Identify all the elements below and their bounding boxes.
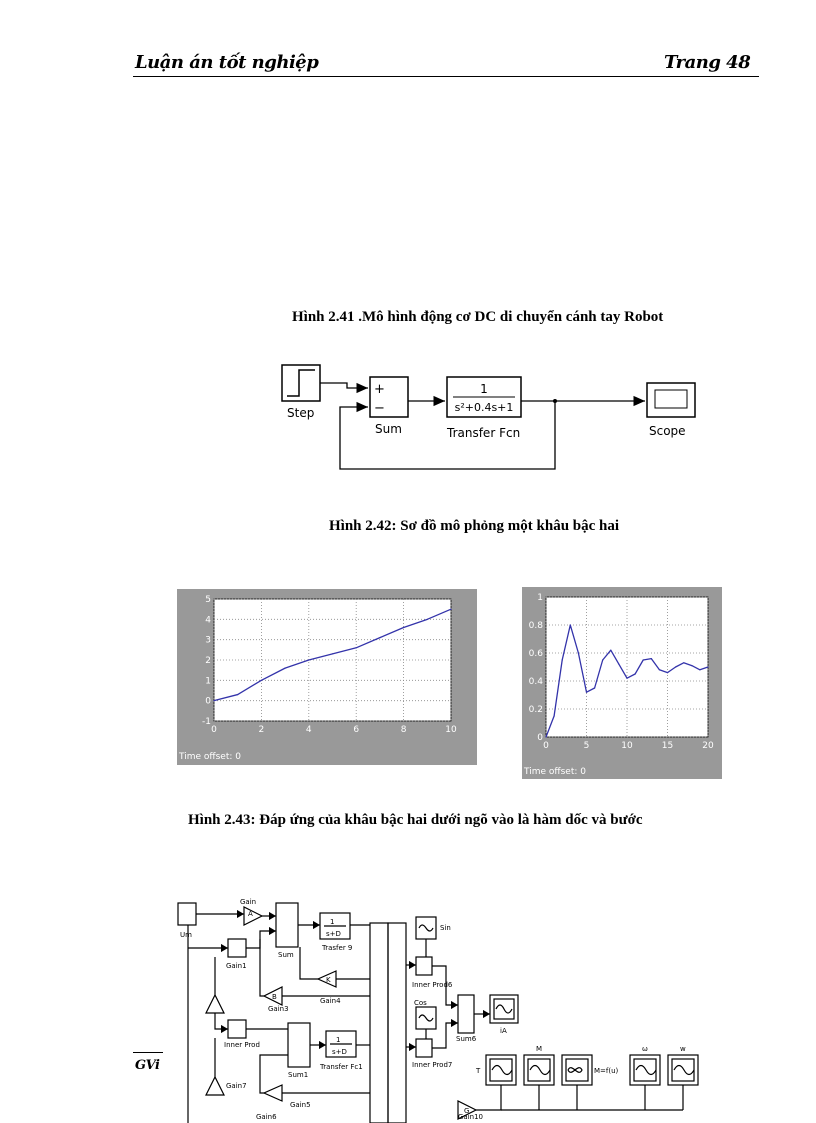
step-response-chart bbox=[522, 587, 722, 779]
t-label: T bbox=[476, 1067, 481, 1075]
inner-prod-block bbox=[228, 1020, 246, 1038]
y-tick-label-0: 3 bbox=[205, 635, 211, 646]
footer-rule bbox=[133, 1052, 163, 1053]
data-point-0 bbox=[450, 609, 451, 610]
sum-label-2: Sum bbox=[278, 951, 294, 959]
sum6-block bbox=[458, 995, 474, 1033]
m-label: M bbox=[536, 1045, 543, 1053]
footer-initials: GVi bbox=[135, 1058, 160, 1073]
caption-fig-2-41: Hình 2.41 .Mô hình động cơ DC di chuyển cánh tay Robot bbox=[292, 309, 664, 325]
scope-label: Scope bbox=[649, 424, 686, 438]
tf9-den: s+D bbox=[326, 930, 341, 938]
data-point-1 bbox=[602, 659, 603, 660]
data-point-1 bbox=[667, 672, 668, 673]
sum-plus: + bbox=[374, 382, 385, 397]
inner-prod6-block bbox=[416, 957, 432, 975]
g-label: G bbox=[464, 1107, 470, 1115]
y-tick-label-1: 0 bbox=[537, 733, 543, 743]
caption-fig-2-42: Hình 2.42: Sơ đồ mô phỏng một khâu bậc hai bbox=[329, 518, 620, 534]
gain-label: Gain bbox=[240, 898, 257, 906]
x-tick-label-0: 2 bbox=[258, 725, 265, 735]
sum6-label: Sum6 bbox=[456, 1035, 477, 1043]
x-tick-label-1: 20 bbox=[702, 741, 714, 751]
gain6-label: Gain6 bbox=[256, 1113, 277, 1121]
data-point-0 bbox=[261, 680, 262, 681]
x-tick-label-0: 6 bbox=[353, 725, 360, 735]
gain1-label: Gain1 bbox=[226, 962, 247, 970]
data-point-0 bbox=[285, 668, 286, 669]
sum1-block bbox=[288, 1023, 310, 1067]
gain1-block bbox=[228, 939, 246, 957]
data-point-1 bbox=[626, 678, 627, 679]
tf-numerator: 1 bbox=[480, 382, 488, 396]
data-point-1 bbox=[707, 666, 708, 667]
gain4-label: Gain4 bbox=[320, 997, 341, 1005]
ia-label: iA bbox=[500, 1027, 507, 1035]
x-tick-label-0: 0 bbox=[211, 725, 217, 735]
step-to-sum-line bbox=[320, 383, 368, 388]
gain10-label: Gain10 bbox=[458, 1113, 484, 1121]
cos-label: Cos bbox=[414, 999, 427, 1007]
x-tick-label-1: 15 bbox=[661, 741, 674, 751]
data-point-1 bbox=[675, 666, 676, 667]
gain-block bbox=[244, 907, 262, 925]
data-point-0 bbox=[213, 700, 214, 701]
tf10-label: Transfer Fc1 bbox=[320, 1063, 363, 1071]
time-offset-label-1: Time offset: 0 bbox=[524, 767, 586, 777]
simulink-diagram bbox=[275, 355, 705, 475]
data-point-0 bbox=[237, 694, 238, 695]
a-gain-block bbox=[206, 995, 224, 1013]
sum-block-2 bbox=[276, 903, 298, 947]
data-point-1 bbox=[610, 650, 611, 651]
data-point-1 bbox=[683, 662, 684, 663]
step-label: Step bbox=[287, 406, 315, 420]
y-tick-label-0: 5 bbox=[205, 595, 211, 605]
y-tick-label-0: 0 bbox=[205, 696, 211, 707]
inner-prod6-label: Inner Prod6 bbox=[412, 981, 453, 989]
um-source-block bbox=[178, 903, 196, 925]
b-label: B bbox=[272, 993, 277, 1001]
gain7-label: Gain7 bbox=[226, 1082, 247, 1090]
data-point-1 bbox=[651, 658, 652, 659]
step-block bbox=[282, 365, 320, 401]
k2-gain-block bbox=[264, 1085, 282, 1101]
data-point-0 bbox=[356, 647, 357, 648]
data-point-0 bbox=[332, 653, 333, 654]
a-label: A bbox=[248, 910, 253, 918]
y-tick-label-1: 1 bbox=[537, 593, 543, 603]
tf10-den: s+D bbox=[332, 1048, 347, 1056]
inner-prod7-label: Inner Prod7 bbox=[412, 1061, 453, 1069]
data-point-0 bbox=[379, 637, 380, 638]
motor-block-diagram bbox=[160, 895, 720, 1123]
sum-minus: − bbox=[374, 401, 385, 416]
tf9-num: 1 bbox=[330, 918, 335, 926]
scope-block bbox=[647, 383, 695, 417]
data-point-1 bbox=[545, 736, 546, 737]
x-tick-label-0: 4 bbox=[305, 725, 312, 735]
y-tick-label-0: 2 bbox=[205, 656, 211, 666]
data-point-0 bbox=[427, 619, 428, 620]
x-tick-label-0: 8 bbox=[400, 725, 407, 735]
mfu-label: M=f(u) bbox=[594, 1067, 619, 1075]
gain7-block bbox=[206, 1077, 224, 1095]
y-tick-label-0: 4 bbox=[205, 615, 211, 626]
tf-label: Transfer Fcn bbox=[447, 426, 521, 440]
data-point-0 bbox=[403, 627, 404, 628]
header-rule bbox=[133, 76, 759, 77]
y-tick-label-1: 0.2 bbox=[528, 705, 543, 715]
data-point-1 bbox=[570, 624, 571, 625]
um-label: Um bbox=[180, 931, 192, 939]
inner-prod-label: Inner Prod bbox=[224, 1041, 260, 1049]
header-right: Trang 48 bbox=[664, 52, 751, 73]
tf10-num: 1 bbox=[336, 1036, 341, 1044]
data-point-1 bbox=[643, 659, 644, 660]
inner-prod7-block bbox=[416, 1039, 432, 1057]
sum1-label: Sum1 bbox=[288, 1071, 309, 1079]
gain5-label: Gain5 bbox=[290, 1101, 311, 1109]
data-point-0 bbox=[308, 659, 309, 660]
x-tick-label-1: 10 bbox=[621, 741, 633, 751]
y-tick-label-1: 0.4 bbox=[528, 677, 543, 687]
header-left: Luận án tốt nghiệp bbox=[135, 52, 319, 73]
y-tick-label-0: -1 bbox=[202, 717, 211, 727]
x-tick-label-1: 5 bbox=[583, 741, 590, 751]
data-point-1 bbox=[691, 665, 692, 666]
y-tick-label-1: 0.6 bbox=[528, 649, 543, 659]
x-tick-label-0: 10 bbox=[445, 725, 457, 735]
data-point-1 bbox=[578, 652, 579, 653]
k-label: K bbox=[326, 976, 331, 984]
y-tick-label-1: 0.8 bbox=[528, 621, 543, 631]
data-point-1 bbox=[618, 664, 619, 665]
data-point-1 bbox=[562, 659, 563, 660]
gain3-label: Gain3 bbox=[268, 1005, 289, 1013]
data-point-1 bbox=[699, 669, 700, 670]
caption-fig-2-43: Hình 2.43: Đáp ứng của khâu bậc hai dưới ngõ vào là hàm dốc và bước bbox=[188, 812, 643, 828]
data-point-1 bbox=[586, 692, 587, 693]
x-tick-label-1: 0 bbox=[543, 741, 549, 751]
y-tick-label-0: 1 bbox=[205, 676, 211, 687]
sin-label: Sin bbox=[440, 924, 451, 932]
tf-denominator: s²+0.4s+1 bbox=[454, 401, 514, 414]
sum-label: Sum bbox=[375, 422, 402, 436]
data-point-1 bbox=[659, 669, 660, 670]
data-point-1 bbox=[554, 715, 555, 716]
data-point-1 bbox=[635, 673, 636, 674]
ramp-response-chart bbox=[177, 589, 477, 765]
time-offset-label-0: Time offset: 0 bbox=[179, 752, 241, 762]
data-point-1 bbox=[594, 687, 595, 688]
tf9-label: Trasfer 9 bbox=[322, 944, 353, 952]
omega-label: ω bbox=[642, 1045, 648, 1053]
w-label: w bbox=[680, 1045, 686, 1053]
